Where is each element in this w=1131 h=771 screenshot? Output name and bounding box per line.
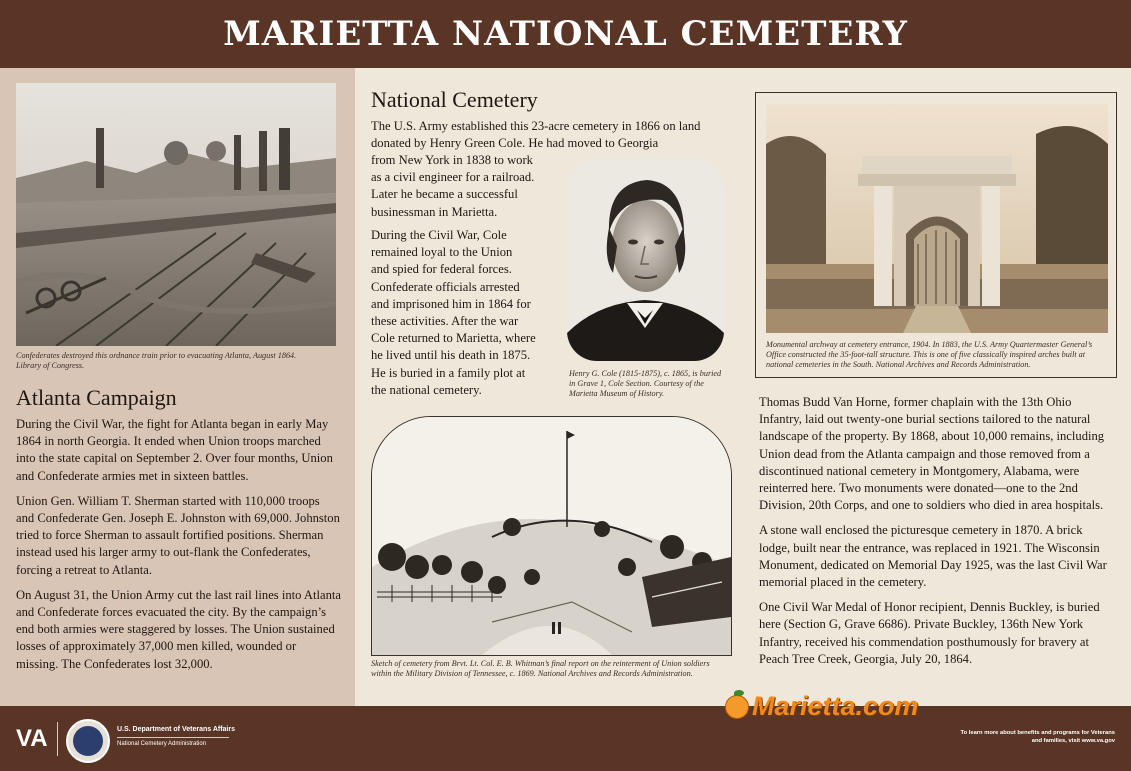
atlanta-campaign-text	[16, 416, 341, 681]
footer-bar	[0, 706, 1131, 771]
ordnance-train-photo	[16, 83, 336, 346]
department-rule	[117, 737, 229, 738]
text-line: Later he became a successful	[371, 187, 518, 202]
text-line: businessman in Marietta.	[371, 204, 498, 219]
cole-portrait-caption: Henry G. Cole (1815-1875), c. 1865, is buried in Grave 1, Cole Section. Courtesy of the Marietta Museum of History.	[569, 369, 722, 398]
history-paragraph: A stone wall enclosed the picturesque cemetery in 1870. A brick lodge, built near the entrance, was replaced in 1921. The Wisconsin Monument, dedicated on Memorial Day 1925, was the last Civil War memorial placed in the cemetery.	[759, 523, 1107, 590]
page-title: MARIETTA NATIONAL CEMETERY	[223, 14, 908, 54]
watermark-text: Marietta.com	[752, 691, 919, 721]
archway-photo	[766, 104, 1108, 333]
atlanta-paragraph: Union Gen. William T. Sherman started with 110,000 troops and Confederate Gen. Joseph E. Johnston with 69,000. Johnston tried to force Sherman to assault fortified positions. Sherman instead used his larger army to out-flank the Confederates, forcing a retreat to Atlanta.	[16, 493, 340, 577]
va-logo: VA	[16, 725, 48, 752]
cemetery-sketch	[371, 416, 732, 656]
text-line: and spied for federal forces.	[371, 262, 512, 277]
leaf-icon	[734, 690, 744, 696]
text-line: he lived until his death in 1875.	[371, 348, 531, 363]
cole-paragraph-1	[371, 152, 571, 221]
va-seal-icon	[66, 719, 110, 763]
title-banner	[0, 0, 1131, 68]
learn-more-text: To learn more about benefits and programs for Veterans and families, visit www.va.gov	[960, 730, 1115, 744]
text-line: During the Civil War, Cole	[371, 228, 507, 242]
text-line: remained loyal to the Union	[371, 245, 513, 260]
text-line: He is buried in a family plot at	[371, 365, 526, 380]
footer-divider	[57, 722, 58, 756]
cole-paragraph-2	[371, 227, 571, 399]
cemetery-sketch-caption: Sketch of cemetery from Brvt. Lt. Col. E. B. Whitman’s final report on the reinterment of Union soldiers within the Military Division of Tennessee, c. 1869. National Archives and Records Administration.	[371, 659, 710, 678]
marietta-watermark	[724, 690, 944, 724]
ordnance-train-caption: Confederates destroyed this ordnance train prior to evacuating Atlanta, August 1864. Library of Congress.	[16, 351, 297, 370]
text-line: from New York in 1838 to work	[371, 153, 533, 167]
national-cemetery-heading: National Cemetery	[371, 87, 538, 112]
national-cemetery-intro: The U.S. Army established this 23-acre cemetery in 1866 on land donated by Henry Green Cole. He had moved to Georgia	[371, 119, 701, 151]
text-line: Confederate officials arrested	[371, 279, 520, 294]
atlanta-paragraph: During the Civil War, the fight for Atlanta began in early May 1864 in north Georgia. It ended when Union troops marched into the state capital on September 2. Over four months, Union and Confederate armies met in sixteen battles.	[16, 417, 333, 483]
text-line: the national cemetery.	[371, 382, 482, 397]
cemetery-history-text	[759, 394, 1114, 676]
archway-caption: Monumental archway at cemetery entrance, 1904. In 1883, the U.S. Army Quartermaster General’s Office constructed the 35-foot-tall structure. This is one of five classically inspired arches built at national cemeteries in the South. National Archives and Records Administration.	[766, 340, 1093, 369]
text-line: these activities. After the war	[371, 314, 519, 329]
department-name: U.S. Department of Veterans Affairs	[117, 726, 235, 733]
henry-cole-portrait	[567, 158, 724, 361]
administration-name: National Cemetery Administration	[117, 741, 207, 747]
text-line: as a civil engineer for a railroad.	[371, 170, 535, 185]
atlanta-campaign-heading: Atlanta Campaign	[16, 385, 177, 410]
text-line: Cole returned to Marietta, where	[371, 331, 536, 346]
history-paragraph: One Civil War Medal of Honor recipient, Dennis Buckley, is buried here (Section G, Grave 6686). Private Buckley, 136th New York Infantry, received his commendation posthumously for bravery at Peach Tree Creek, Georgia, July 20, 1864.	[759, 600, 1100, 666]
orange-icon	[725, 695, 749, 719]
history-paragraph: Thomas Budd Van Horne, former chaplain with the 13th Ohio Infantry, laid out twenty-one burial sections tailored to the natural landscape of the property. By 1868, about 10,000 remains, including Union dead from the Atlanta campaign and those removed from a discontinued national cemetery in Montgomery, Alabama, were reinterred here. Two monuments were donated—one to the 2nd Division, 20th Corps, and one to soldiers who died in area hospitals.	[759, 395, 1105, 513]
text-line: and imprisoned him in 1864 for	[371, 296, 531, 311]
atlanta-paragraph: On August 31, the Union Army cut the last rail lines into Atlanta and Confederate forces evacuated the city. By the campaign’s end both armies were staggered by losses. The Union sustained losses of approximately 37,000 men killed, wounded or missing. The Confederates lost 32,000.	[16, 587, 341, 671]
